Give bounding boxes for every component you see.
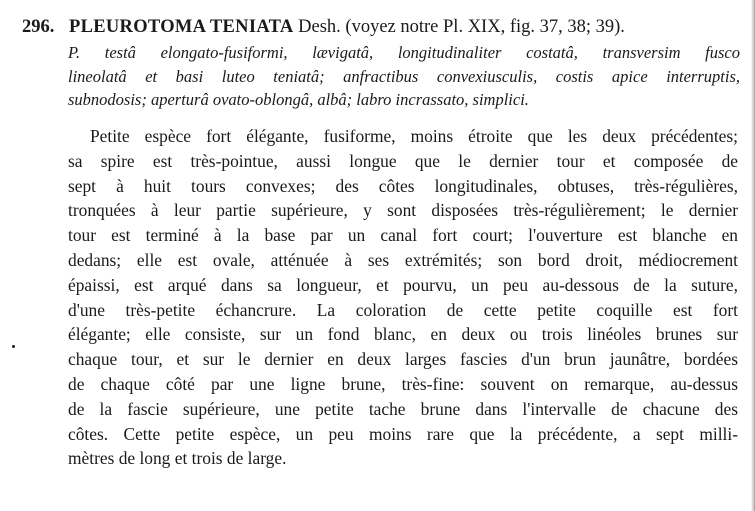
- body-line: tronquées à leur partie supérieure, y sont disposées très-régulièrement; le dernier: [68, 200, 738, 221]
- page-edge-shadow: [751, 0, 755, 511]
- latin-line: subnodosis; aperturâ ovato-oblongâ, albâ; labro incrassato, simplici.: [68, 90, 529, 109]
- entry-reference: Desh. (voyez notre Pl. XIX, fig. 37, 38; 39).: [298, 17, 625, 37]
- body-line: dedans; elle est ovale, atténuée à ses extrémités; son bord droit, médiocrement: [68, 249, 738, 270]
- body-line: épaissi, est arqué dans sa longueur, et pourvu, un peu au-dessous de la suture,: [68, 274, 738, 295]
- latin-description: [68, 41, 740, 112]
- body-line: de la fascie supérieure, une petite tache brune dans l'intervalle de chacune des: [68, 398, 738, 419]
- body-line: de chaque côté par une ligne brune, très-fine: souvent on remarque, au-dessus: [68, 373, 738, 394]
- body-line: sa spire est très-pointue, aussi longue que le dernier tour et composée de: [68, 150, 738, 171]
- species-name: PLEUROTOMA TENIATA: [69, 17, 294, 37]
- latin-line: lineolatâ et basi luteo teniatâ; anfractibus convexiusculis, costis apice interruptis,: [68, 66, 740, 86]
- body-line: chaque tour, et sur le dernier en deux larges fascies d'un brun jaunâtre, bordées: [68, 349, 738, 370]
- body-line: d'une très-petite échancrure. La coloration de cette petite coquille est fort: [68, 299, 738, 320]
- entry-number: 296.: [22, 17, 55, 37]
- french-description: [68, 124, 738, 471]
- body-line: Petite espèce fort élégante, fusiforme, moins étroite que les deux précédentes;: [90, 126, 738, 146]
- body-line: élégante; elle consiste, sur un fond blanc, en deux ou trois linéoles brunes sur: [68, 324, 738, 345]
- body-line: sept à huit tours convexes; des côtes longitudinales, obtuses, très-régulières,: [68, 175, 738, 196]
- latin-line: P. testâ elongato-fusiformi, lævigatâ, longitudinaliter costatâ, transversim fusco: [68, 43, 740, 62]
- body-line: tour est terminé à la base par un canal fort court; l'ouverture est blanche en: [68, 225, 738, 246]
- entry-heading: [22, 14, 742, 40]
- body-line: côtes. Cette petite espèce, un peu moins rare que la précédente, a sept milli-: [68, 423, 738, 444]
- body-line: mètres de long et trois de large.: [68, 448, 287, 469]
- scan-speck: [12, 345, 15, 348]
